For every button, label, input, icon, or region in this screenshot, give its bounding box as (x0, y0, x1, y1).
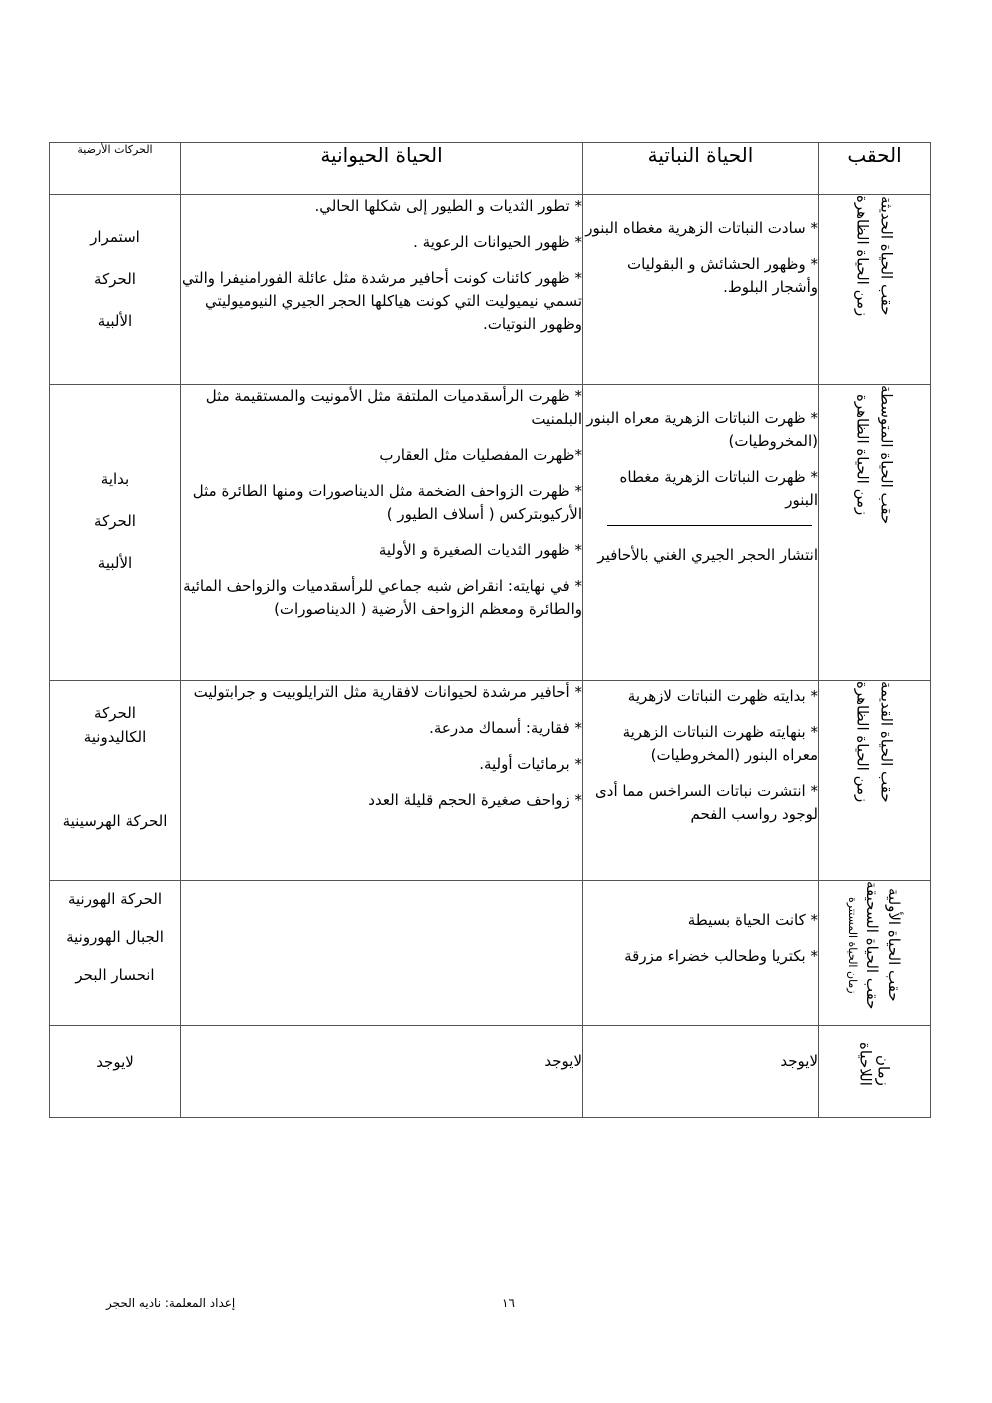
era-mid-label: حقب الحياة السحيقة (863, 881, 881, 1010)
era-labels (819, 681, 930, 803)
geo-line: استمرار (90, 228, 140, 246)
plant-cell (583, 385, 819, 681)
geologic-eras-table (49, 142, 931, 1118)
era-main-label: حقب الحياة الأولية (885, 888, 903, 1003)
divider-line (607, 525, 812, 526)
era-sub-label: زمان الحياة المستترة (846, 896, 859, 994)
era-cell (819, 681, 931, 881)
page-number: ١٦ (502, 1296, 515, 1310)
header-earth-movements: الحركات الأرضية (50, 143, 181, 195)
animal-cell (181, 681, 583, 881)
animal-cell (181, 881, 583, 1026)
era-labels (819, 195, 930, 316)
table-row (50, 195, 931, 385)
era-labels (819, 881, 930, 1009)
plant-item: * بنهايته ظهرت النباتات الزهرية معراه البنور (المخروطيات) (622, 723, 818, 764)
animal-item: * في نهايته: انقراض شبه جماعي للرأسقدميات والزواحف المائية والطائرة ومعظم الزواحف الأرضية ( الديناصورات) (183, 577, 582, 618)
plant-item: * كانت الحياة بسيطة (687, 911, 818, 929)
era-main-label: حقب الحياة القديمة (877, 681, 896, 803)
animal-item: * تطور الثديات و الطيور إلى شكلها الحالي. (314, 197, 582, 215)
geo-line: الحركة الهورنية (67, 890, 163, 908)
era-main-label: زمان اللاحياة (856, 1042, 893, 1086)
animal-cell (181, 195, 583, 385)
era-main-label: حقب الحياة المتوسطة (877, 385, 896, 525)
animal-item: * ظهور الثديات الصغيرة و الأولية (378, 541, 582, 559)
table-header-row (50, 143, 931, 195)
era-labels (819, 1026, 930, 1086)
animal-item: * ظهرت الزواحف الضخمة مثل الديناصورات ومنها الطائرة مثل الأركيوبتركس ( أسلاف الطيور ) (192, 482, 582, 523)
table-row (50, 385, 931, 681)
geo-line: الحركة (94, 512, 136, 530)
animal-item: * أحافير مرشدة لحيوانات لافقارية مثل الترايلوبيت و جرابتوليت (193, 683, 582, 701)
plant-note: انتشار الحجر الجيري الغني بالأحافير (597, 546, 818, 564)
animal-cell (181, 1026, 583, 1118)
geo-line: الألبية (97, 554, 133, 572)
animal-item: *ظهرت المفصليات مثل العقارب (379, 446, 582, 464)
earth-movement-cell (50, 881, 181, 1026)
plant-cell (583, 1026, 819, 1118)
era-labels (819, 385, 930, 524)
era-cell (819, 385, 931, 681)
geo-line: الحركة (94, 270, 136, 288)
era-sub-label: زمن الحياة الظاهرة (853, 681, 872, 803)
earth-movement-cell (50, 681, 181, 881)
plant-item: * بكتريا وطحالب خضراء مزرقة (624, 947, 818, 965)
earth-movement-cell (50, 385, 181, 681)
geo-line: الألبية (97, 312, 133, 330)
animal-item: * فقارية: أسماك مدرعة. (429, 719, 582, 737)
era-sub-label: زمن الحياة الظاهرة (853, 393, 872, 516)
era-sub-label: زمن الحياة الظاهرة (853, 195, 872, 317)
geo-line: الكاليدونية (83, 728, 147, 746)
geo-line: بداية (100, 470, 130, 488)
plant-cell (583, 681, 819, 881)
era-main-label: حقب الحياة الحديثة (877, 195, 896, 316)
era-cell (819, 1026, 931, 1118)
animal-item: * زواحف صغيرة الحجم قليلة العدد (368, 791, 582, 809)
plant-item: * انتشرت نباتات السراخس مما أدى لوجود رواسب الفحم (595, 782, 818, 823)
animal-item: * ظهور كائنات كونت أحافير مرشدة مثل عائلة الفورامنيفرا والتي تسمي نيميوليت التي كونت هياكلها الحجر الجيري النيوميوليتي وظهور النوتيات. (182, 269, 582, 333)
geo-line: الجبال الهورونية (66, 928, 164, 946)
plant-item: * سادت النباتات الزهرية مغطاه البنور (585, 219, 818, 237)
earth-movement-cell (50, 195, 181, 385)
earth-movement-cell (50, 1026, 181, 1118)
header-plant-life: الحياة النباتية (583, 143, 819, 195)
geo-line: الحركة الهرسينية (62, 812, 168, 830)
plant-cell (583, 881, 819, 1026)
animal-item: لايوجد (544, 1052, 582, 1070)
plant-item: * بدايته ظهرت النباتات لازهرية (627, 687, 818, 705)
plant-item: * وظهور الحشائش و البقوليات وأشجار البلوط. (627, 255, 818, 296)
header-era: الحقب (819, 143, 931, 195)
animal-item: * ظهور الحيوانات الرعوية . (413, 233, 582, 251)
header-animal-life: الحياة الحيوانية (181, 143, 583, 195)
plant-cell (583, 195, 819, 385)
plant-item: لايوجد (780, 1052, 818, 1070)
plant-item: * ظهرت النباتات الزهرية معراه البنور (المخروطيات) (586, 409, 818, 450)
geo-line: انحسار البحر (75, 966, 155, 984)
author-credit: إعداد المعلمة: ناديه الحجر (106, 1296, 236, 1310)
era-cell (819, 881, 931, 1026)
animal-item: * ظهرت الرأسقدميات الملتفة مثل الأمونيت والمستقيمة مثل البلمنيت (205, 387, 582, 428)
geo-line: الحركة (94, 704, 136, 722)
plant-item: * ظهرت النباتات الزهرية مغطاه البنور (619, 468, 818, 509)
table-row (50, 881, 931, 1026)
animal-item: * برمائيات أولية. (479, 755, 582, 773)
table-row (50, 1026, 931, 1118)
era-cell (819, 195, 931, 385)
animal-cell (181, 385, 583, 681)
table-row (50, 681, 931, 881)
eras-sheet (50, 142, 931, 1118)
geo-line: لايوجد (96, 1053, 134, 1071)
